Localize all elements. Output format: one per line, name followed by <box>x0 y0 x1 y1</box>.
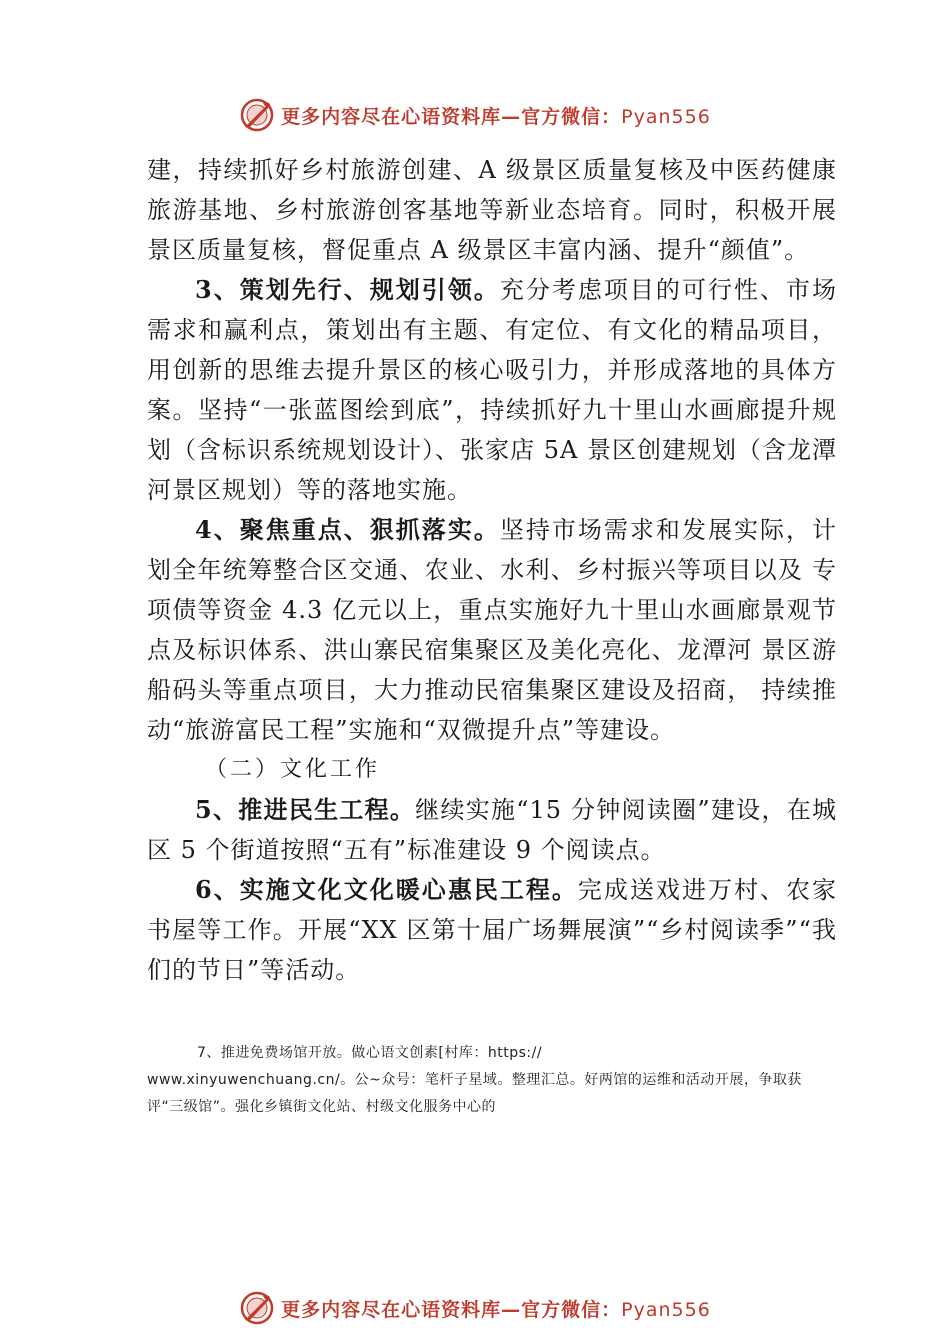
small-line-1: 7、推进免费场馆开放。做心语文创素[村库：https:// <box>197 1045 543 1061</box>
paragraph-3 <box>147 270 837 510</box>
paragraph-7-small <box>147 1040 827 1121</box>
section-heading: （二）文化工作 <box>205 757 381 782</box>
document-body <box>147 150 837 990</box>
paragraph-5 <box>147 790 837 870</box>
paragraph-6 <box>147 870 837 990</box>
banner-text: 更多内容尽在心语资料库—官方微信：Pyan556 <box>281 1298 711 1321</box>
paragraph-heading: 6、实施文化文化暖心惠民工程。 <box>195 875 578 904</box>
quill-seal-icon <box>239 97 275 133</box>
paragraph-heading: 4、聚焦重点、狠抓落实。 <box>195 515 500 544</box>
footer-banner <box>0 1288 950 1328</box>
quill-seal-icon <box>239 1290 275 1326</box>
paragraph-heading: 3、策划先行、规划引领。 <box>195 275 500 304</box>
paragraph-text: 继续实施“15 分钟阅读圈”建设，在城区 5 个街道按照“五有”标准建设 9 个阅读点。 <box>147 796 837 864</box>
paragraph-text: 坚持市场需求和发展实际，计划全年统筹整合区交通、农业、水利、乡村振兴等项目以及 专项债等资金 4.3 亿元以上，重点实施好九十里山水画廊景观节点及标识体系、洪山寨民宿集聚区及美化亮化、龙潭河 景区游船码头等重点项目，大力推动民宿集聚区建设及招商， 持续推动“旅游富民工程”实施和“双微提升点”等建设。 <box>147 516 838 744</box>
small-line-2: www.xinyuwenchuang.cn/。公~众号：笔杆子星域。整理汇总。好两馆的运维和活动开展，争取获评“三级馆”。强化乡镇街文化站、村级文化服务中心的 <box>147 1072 802 1115</box>
paragraph-text: 完成送戏进万村、农家书屋等工作。开展“XX 区第十届广场舞展演”“乡村阅读季”“我们的节日”等活动。 <box>147 876 838 984</box>
header-banner <box>0 95 950 135</box>
wechat-id: Pyan556 <box>621 1298 711 1321</box>
banner-text: 更多内容尽在心语资料库—官方微信：Pyan556 <box>281 105 711 128</box>
wechat-id: Pyan556 <box>621 105 711 128</box>
paragraph-continuation: 建，持续抓好乡村旅游创建、A 级景区质量复核及中医药健康旅游基地、乡村旅游创客基地等新业态培育。同时，积极开展景区质量复核，督促重点 A 级景区丰富内涵、提升“颜值”。 <box>147 156 837 264</box>
paragraph-heading: 5、推进民生工程。 <box>195 795 416 824</box>
paragraph-4 <box>147 510 837 750</box>
paragraph-text: 充分考虑项目的可行性、市场需求和赢利点，策划出有主题、有定位、有文化的精品项目，用创新的思维去提升景区的核心吸引力，并形成落地的具体方案。坚持“一张蓝图绘到底”，持续抓好九十里山水画廊提升规划（含标识系统规划设计）、张家店 5A 景区创建规划（含龙潭河景区规划）等的落地实施。 <box>147 276 838 504</box>
